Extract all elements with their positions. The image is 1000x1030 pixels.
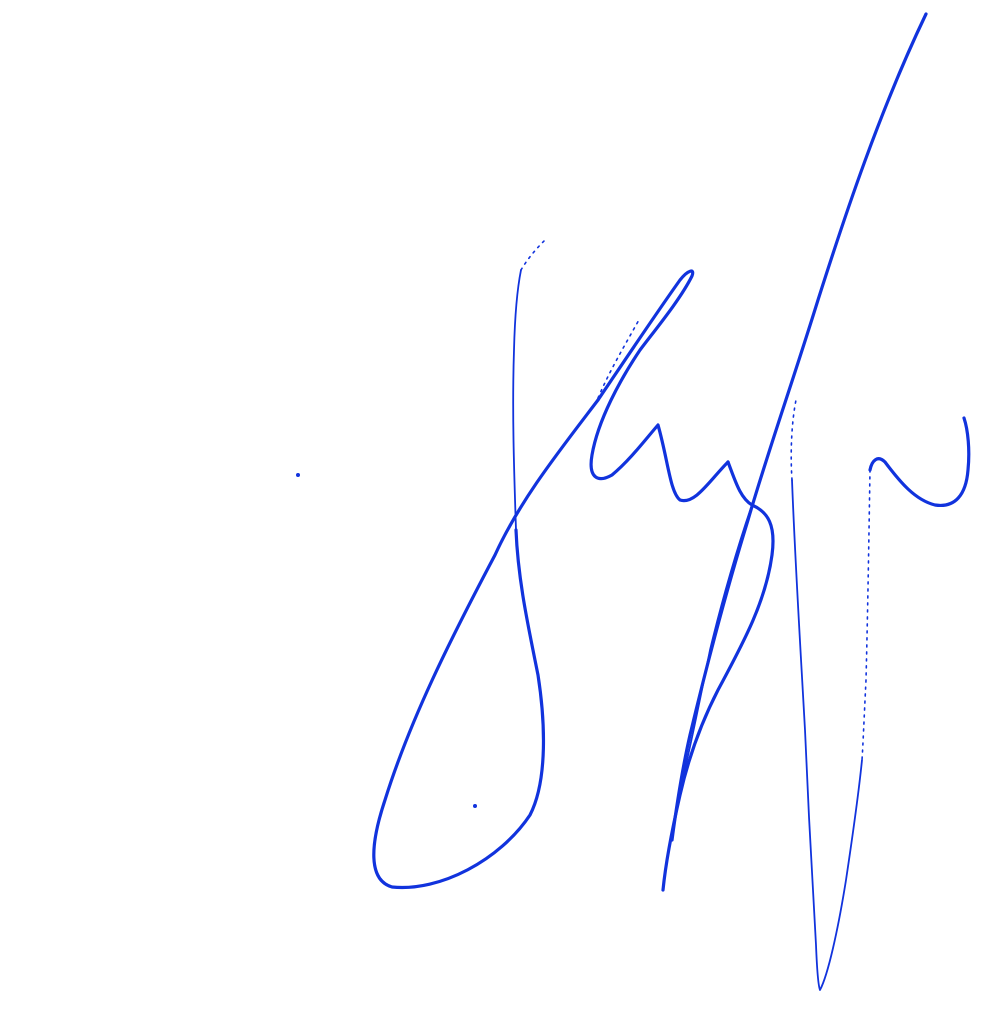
signature-stroke-hook-and-u bbox=[591, 271, 728, 501]
signature-stroke-right-descender-faint bbox=[791, 400, 796, 480]
signature-stroke-right-descender bbox=[792, 480, 862, 990]
signature-dot-inner bbox=[473, 804, 477, 808]
signature-dot-left bbox=[296, 473, 300, 477]
signature-stroke-g-loop bbox=[663, 462, 773, 890]
signature-stroke-final-flourish bbox=[870, 418, 969, 505]
signature-stroke-final-faint bbox=[862, 470, 870, 760]
signature-stroke-left-spine bbox=[513, 270, 521, 530]
signature-stroke-left-spine-faint bbox=[521, 240, 545, 270]
signature-stroke-long-diagonal bbox=[672, 14, 926, 840]
signature-stroke-big-loop bbox=[374, 400, 598, 888]
